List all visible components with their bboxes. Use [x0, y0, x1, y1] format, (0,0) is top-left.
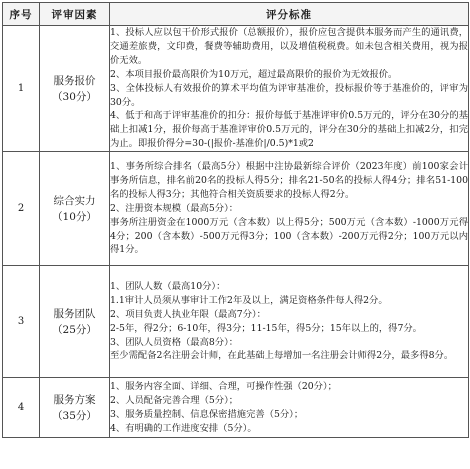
row-factor [40, 266, 110, 378]
row-standard [110, 152, 469, 266]
factor-score: （25分） [52, 323, 97, 336]
standard-line: 1、团队人数（最高10分）： [110, 280, 226, 292]
standard-line: 4、有明确的工作进度安排（5分）。 [110, 422, 257, 434]
row-standard [110, 266, 469, 378]
standard-line: 3、服务质量控制、信息保密措施完善（5分）； [110, 408, 304, 420]
table-row [3, 26, 469, 152]
standard-line: 1、事务所综合排名（最高5分）根据中注协最新综合评价（2023年度）前100家会计事务所信息，排名前20名的投标人得5分；排名21-50名的投标人得4分；排名51-100名的投标人得3分；其他符合相关资质要求的投标人得2分。 [110, 160, 468, 200]
row-index: 3 [3, 266, 40, 378]
standard-line: 4、低于和高于评审基准价的扣分：报价每低于基准评审价0.5万元的，评分在30分的基础上扣减1分，报价每高于基准评审价0.5万元的，评分在30分的基础上扣减2分，扣完为止。即报价得分=30-(|报价-基准价|/0.5)*1或2 [110, 110, 468, 150]
standard-line: 事务所注册资金在1000万元（含本数）以上得5分；500万元（含本数）-1000万元得4分；200（含本数）-500万元得3分；100（含本数）-200万元得2分；100万元以内得1分。 [110, 216, 468, 256]
factor-score: （35分） [52, 409, 97, 422]
row-standard [110, 378, 469, 438]
row-factor [40, 152, 110, 266]
standard-line: 2、注册资本规模（最高5分）： [110, 202, 239, 214]
standard-line: 1.1审计人员须从事审计工作2年及以上，满足资格条件每人得2分。 [110, 294, 388, 306]
standard-line: 2-5年，得2分；6-10年，得3分；11-15年，得5分；15年以上的，得7分。 [110, 322, 422, 334]
header-standard: 评分标准 [110, 3, 469, 26]
standard-line: 至少需配备2名注册会计师，在此基础上每增加一名注册会计师得2分，最多得8分。 [110, 350, 454, 362]
table-row [3, 378, 469, 438]
standard-line: 3、团队人员资格（最高8分）： [110, 336, 239, 348]
evaluation-table [2, 2, 469, 438]
standard-line: 2、人员配备完善合理（5分）； [110, 394, 239, 406]
factor-score: （30分） [52, 90, 97, 103]
table-row [3, 152, 469, 266]
standard-line: 1、服务内容全面、详细、合理，可操作性强（20分）； [110, 380, 337, 392]
standard-line: 3、全体投标人有效报价的算术平均值为评审基准价，投标报价等于基准价的，评审为30分。 [110, 82, 468, 108]
factor-name: 服务报价 [53, 74, 96, 87]
row-standard [110, 26, 469, 152]
factor-name: 综合实力 [53, 194, 96, 207]
header-index: 序号 [3, 3, 40, 26]
header-factor: 评审因素 [40, 3, 110, 26]
header-row [3, 3, 469, 26]
standard-line: 1、投标人应以包干价形式报价（总额报价），报价应包含提供本服务而产生的通讯费，交通差旅费，文印费，餐费等辅助费用，以及增值税税费。如未包含相关费用，视为报价无效。 [110, 27, 468, 66]
standard-line: 2、项目负责人执业年限（最高7分）： [110, 308, 266, 320]
row-index: 4 [3, 378, 40, 438]
row-index: 2 [3, 152, 40, 266]
factor-name: 服务团队 [53, 307, 96, 320]
table-row [3, 266, 469, 378]
standard-line: 2、本项目报价最高限价为10万元，超过最高限价的报价为无效报价。 [110, 68, 398, 80]
row-factor [40, 26, 110, 152]
factor-score: （10分） [52, 210, 97, 223]
row-factor [40, 378, 110, 438]
factor-name: 服务方案 [53, 393, 96, 406]
row-index: 1 [3, 26, 40, 152]
